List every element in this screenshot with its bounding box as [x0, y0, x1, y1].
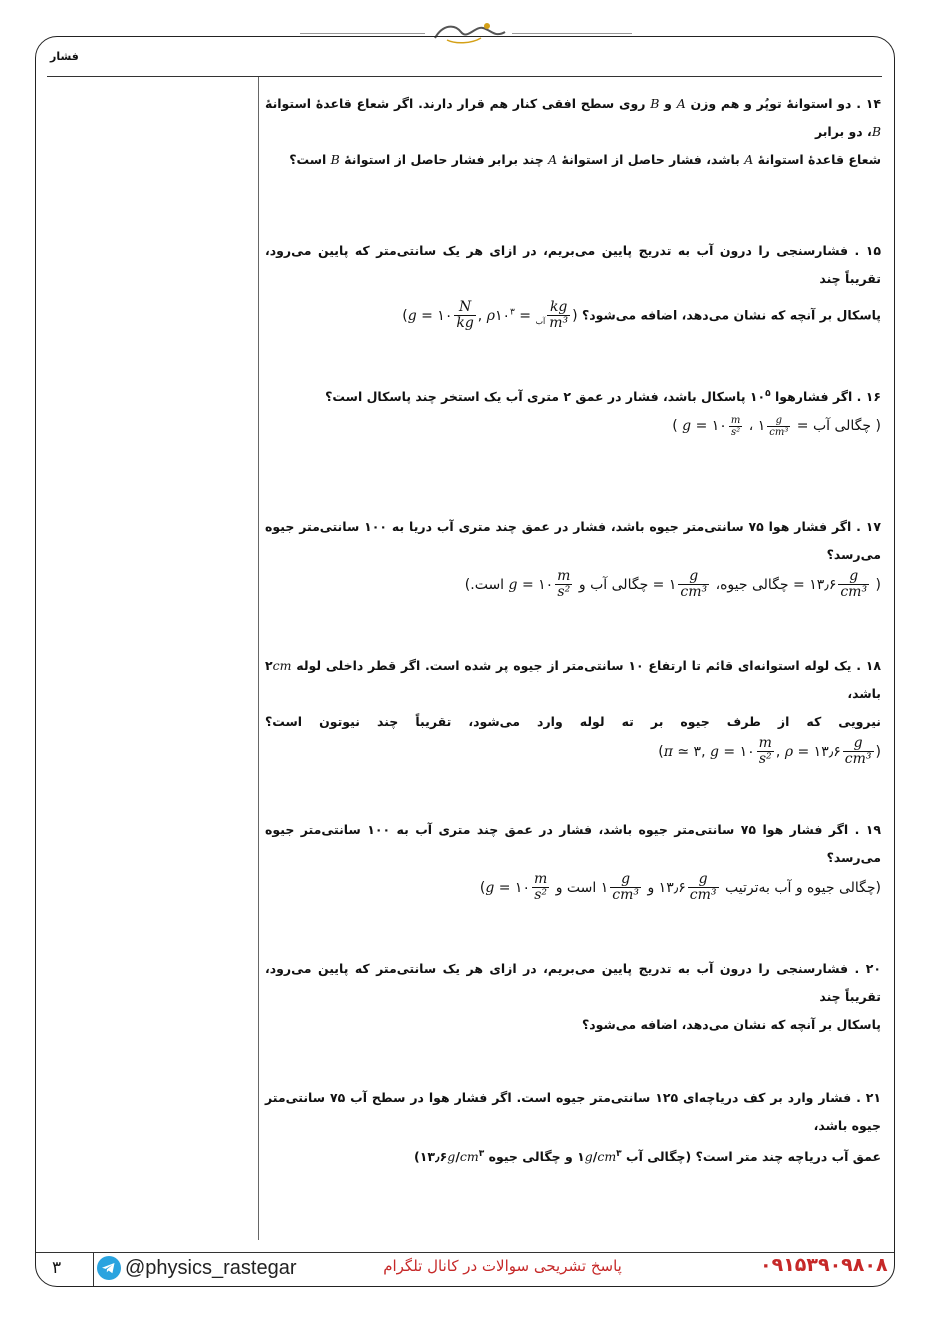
question-text-line: ۱۴ . دو استوانهٔ توپُر و هم وزن A و B روی سطح افقی کنار هم قرار دارند. اگر شعاع قاعدهٔ استوانهٔ B، دو برابر [265, 96, 881, 139]
logo-rule-right [512, 33, 632, 34]
question-text-line: ۱۹ . اگر فشار هوا ۷۵ سانتی‌متر جیوه باشد، فشار در عمق چند متری آب به ۱۰۰ سانتی‌متر جیوه می‌رسد؟ [265, 822, 882, 865]
given-values: (π ≃ ۳, g = ۱۰ $\frac{m}{\text{s²}}$ , ρ = ۱۳٫۶ $\frac{g}{\text{cm³}}$ ) [658, 735, 881, 768]
question-text-line: نیرویی که از طرف جیوه بر ته لوله وارد می‌شود، تقریباً چند نیوتون است؟ [265, 714, 881, 729]
telegram-link[interactable] [97, 1256, 296, 1280]
given-values: ( ۱۳٫۶ $\frac{g}{\text{cm³}}$ = چگالی جیوه، ۱ $\frac{g}{\text{cm³}}$ = چگالی آب و g = ۱۰ $\frac{m}{\text{s²}}$ است.) [464, 568, 881, 601]
logo-rule-left [300, 33, 425, 34]
question-17 [265, 513, 881, 601]
question-text-line: ۱۸ . یک لوله استوانه‌ای قائم تا ارتفاع ۱۰ سانتی‌متر از جیوه پر شده است. اگر قطر داخلی لوله ۲cm باشد، [265, 658, 882, 701]
given-values: ( چگالی آب = ۱ $\frac{g}{\text{cm³}}$ ، g = ۱۰ $\frac{m}{\text{s²}}$ ) [672, 414, 881, 438]
question-text-line: ۲۱ . فشار وارد بر کف دریاچه‌ای ۱۲۵ سانتی‌متر جیوه است. اگر فشار هوا در سطح آب ۷۵ سانتی‌متر جیوه باشد، [265, 1090, 882, 1133]
question-text-line: پاسکال بر آنچه که نشان می‌دهد، اضافه می‌شود؟ [581, 1017, 881, 1032]
question-15 [265, 237, 881, 340]
question-20 [265, 955, 881, 1039]
telegram-handle[interactable]: @physics_rastegar [125, 1256, 297, 1279]
given-values: (چگالی جیوه و آب به‌ترتیب ۱۳٫۶ $\frac{g}{\text{cm³}}$ و ۱ $\frac{g}{\text{cm³}}$ است و g = ۱۰ $\frac{m}{\text{s²}}$ ) [479, 871, 881, 904]
question-18 [265, 652, 881, 768]
given-values: (g = ۱۰ $\frac{N}{kg}$ , ρ $_{آب} = ۱۰^۳$ $\frac{kg}{\text{m³}}$ ) [402, 298, 578, 332]
telegram-icon [97, 1256, 121, 1280]
margin-column-rule [258, 77, 259, 1240]
question-14 [265, 90, 881, 174]
question-text-line: شعاع قاعدهٔ استوانهٔ A باشد، فشار حاصل از استوانهٔ A چند برابر فشار حاصل از استوانهٔ B است؟ [289, 152, 881, 167]
header-rule [47, 76, 882, 77]
phone-number[interactable]: ۰۹۱۵۳۹۰۹۸۰۸ [760, 1254, 888, 1276]
footer-note: پاسخ تشریحی سوالات در کانال تلگرام [383, 1257, 622, 1275]
question-19 [265, 816, 881, 904]
question-text-line: عمق آب دریاچه چند متر است؟ (چگالی آب $۱g/cm^۳$ و چگالی جیوه $۱۳٫۶g/cm^۳$) [414, 1149, 881, 1165]
question-text-line: ۱۵ . فشارسنجی را درون آب به تدریج پایین می‌بریم، در ازای هر یک سانتی‌متر که پایین می‌رود، تقریباً چند [265, 243, 881, 286]
question-16 [265, 380, 881, 441]
question-21 [265, 1084, 881, 1171]
question-text-line: پاسکال بر آنچه که نشان می‌دهد، اضافه می‌شود؟ (g = ۱۰ $\frac{N}{kg}$ , ρ $_{آب} = ۱۰^۳$ $\frac{kg}{\text{m³}}$ ) [402, 298, 881, 332]
footer-rule [36, 1252, 894, 1253]
question-text-line: ۲۰ . فشارسنجی را درون آب به تدریج پایین می‌بریم، در ازای هر یک سانتی‌متر که پایین می‌رود، تقریباً چند [265, 961, 881, 1004]
header-title: فشار [50, 50, 79, 63]
question-text-line: ۱۷ . اگر فشار هوا ۷۵ سانتی‌متر جیوه باشد، فشار در عمق چند متری آب دریا به ۱۰۰ سانتی‌متر جیوه می‌رسد؟ [265, 519, 882, 562]
footer-separator [93, 1253, 94, 1286]
page-number: ۳ [52, 1258, 62, 1278]
question-text-line: ۱۶ . اگر فشارهوا $۱۰^۵$ پاسکال باشد، فشار در عمق ۲ متری آب یک استخر چند پاسکال است؟ [325, 389, 881, 405]
